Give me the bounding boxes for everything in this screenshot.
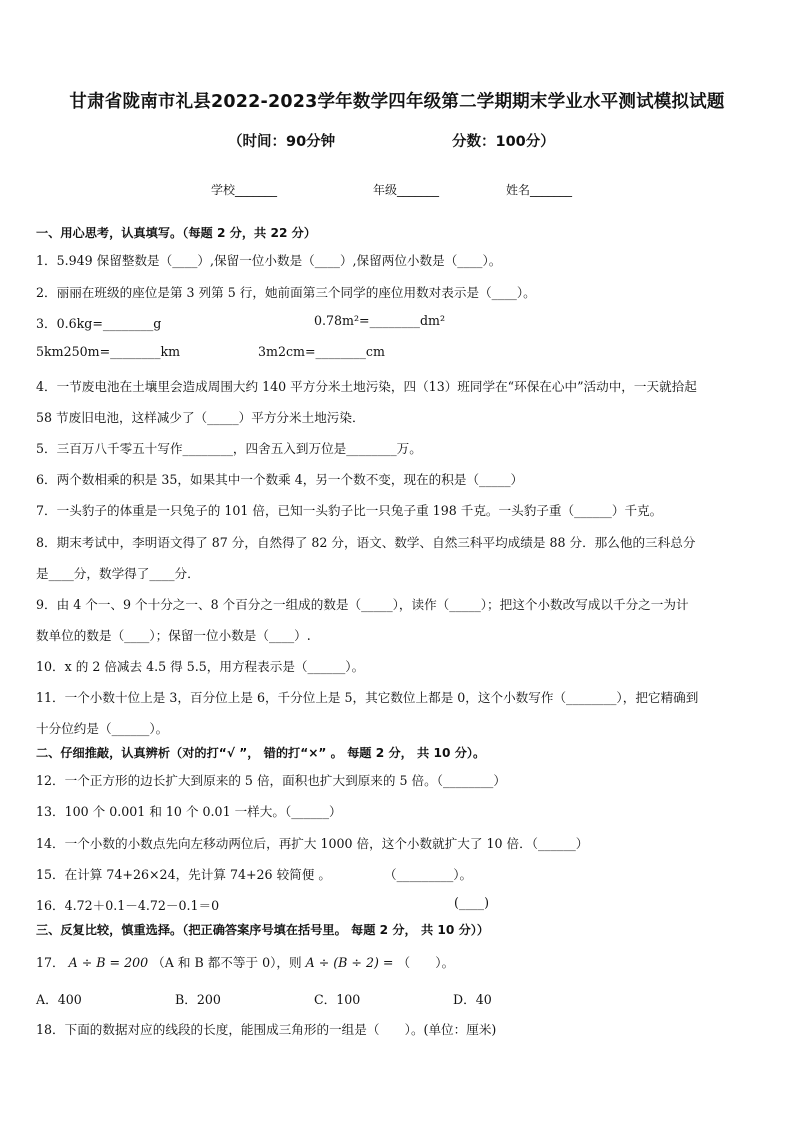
section-1-heading: 一、用心思考，认真填写。（每题 2 分，共 22 分） bbox=[36, 226, 317, 240]
question-2: 2．丽丽在班级的座位是第 3 列第 5 行，她前面第三个同学的座位用数对表示是（____）。 bbox=[36, 285, 536, 300]
exam-time: （时间：90分钟 bbox=[228, 134, 336, 150]
page-title: 甘肃省陇南市礼县2022-2023学年数学四年级第二学期期末学业水平测试模拟试题 bbox=[69, 92, 725, 112]
question-13: 13．100 个 0.001 和 10 个 0.01 一样大。（______） bbox=[36, 804, 342, 819]
question-17-blank: （ ）。 bbox=[397, 955, 455, 970]
section-3-heading: 三、反复比较，慎重选择。（把正确答案序号填在括号里。 每题 2 分， 共 10 分）） bbox=[36, 923, 490, 937]
question-3c: 5km250m=________km bbox=[36, 344, 181, 359]
question-7: 7．一头豹子的体重是一只兔子的 101 倍，已知一头豹子比一只兔子重 198 千克。一头豹子重（______）千克。 bbox=[36, 503, 663, 518]
name-field: 姓名_______ bbox=[506, 183, 573, 197]
question-1: 1．5.949 保留整数是（____）,保留一位小数是（____）,保留两位小数是（____）。 bbox=[36, 253, 502, 268]
question-17-option-b: B．200 bbox=[175, 992, 221, 1007]
question-3a: 3．0.6kg=________g bbox=[36, 316, 162, 331]
question-8-line-2: 是____分，数学得了____分． bbox=[36, 566, 200, 581]
question-15-blank: （_________）。 bbox=[384, 867, 473, 882]
question-9-line-1: 9．由 4 个一、9 个十分之一、8 个百分之一组成的数是（_____），读作（_____）；把这个小数改写成以千分之一为计 bbox=[36, 597, 689, 612]
exam-score: 分数：100分） bbox=[452, 134, 555, 150]
question-12: 12．一个正方形的边长扩大到原来的 5 倍，面积也扩大到原来的 5 倍。（________） bbox=[36, 773, 506, 788]
question-11-line-2: 十分位约是（______）。 bbox=[36, 721, 169, 736]
question-14: 14．一个小数的小数点先向左移动两位后，再扩大 1000 倍，这个小数就扩大了 10 倍．（______） bbox=[36, 836, 589, 851]
question-16-blank: (____) bbox=[454, 895, 490, 910]
question-17-option-a: A．400 bbox=[36, 992, 82, 1007]
question-8-line-1: 8．期末考试中，李明语文得了 87 分，自然得了 82 分，语文、数学、自然三科平均成绩是 88 分．那么他的三科总分 bbox=[36, 535, 696, 550]
question-16: 16．4.72＋0.1－4.72－0.1＝0 bbox=[36, 898, 220, 913]
question-3d: 3m2cm=________cm bbox=[258, 344, 385, 359]
question-6: 6．两个数相乘的积是 35，如果其中一个数乘 4，另一个数不变，现在的积是（_____） bbox=[36, 472, 524, 487]
question-5: 5．三百万八千零五十写作________，四舍五入到万位是________万。 bbox=[36, 441, 422, 456]
grade-field: 年级_______ bbox=[373, 183, 440, 197]
school-field: 学校_______ bbox=[211, 183, 278, 197]
question-11-line-1: 11．一个小数十位上是 3，百分位上是 6，千分位上是 5，其它数位上都是 0，这个小数写作（________），把它精确到 bbox=[36, 690, 699, 705]
question-17-expression: A ÷ B = 200 bbox=[68, 955, 149, 970]
question-10: 10．x 的 2 倍减去 4.5 得 5.5，用方程表示是（______）。 bbox=[36, 659, 365, 674]
question-17-option-d: D．40 bbox=[453, 992, 492, 1007]
question-17-number: 17． bbox=[36, 955, 65, 970]
question-4-line-2: 58 节废旧电池，这样减少了（_____）平方分米土地污染． bbox=[36, 410, 365, 425]
question-17 bbox=[36, 952, 454, 971]
question-15: 15．在计算 74+26×24，先计算 74+26 较简便 。 bbox=[36, 867, 331, 882]
question-17-condition: （A 和 B 都不等于 0），则 bbox=[152, 955, 302, 970]
question-9-line-2: 数单位的数是（____）；保留一位小数是（____）. bbox=[36, 628, 311, 643]
section-2-heading: 二、仔细推敲，认真辨析（对的打“√ ”， 错的打“×” 。 每题 2 分， 共 10 分）。 bbox=[36, 746, 486, 760]
question-17-option-c: C．100 bbox=[314, 992, 361, 1007]
question-18: 18．下面的数据对应的线段的长度，能围成三角形的一组是（ ）。(单位：厘米) bbox=[36, 1022, 497, 1037]
question-3b: 0.78m²=________dm² bbox=[314, 313, 446, 328]
question-4-line-1: 4．一节废电池在土壤里会造成周围大约 140 平方分米土地污染，四（13）班同学在“环保在心中”活动中，一天就拾起 bbox=[36, 379, 697, 394]
question-17-expression-2: A ÷ (B ÷ 2) = bbox=[305, 955, 394, 970]
